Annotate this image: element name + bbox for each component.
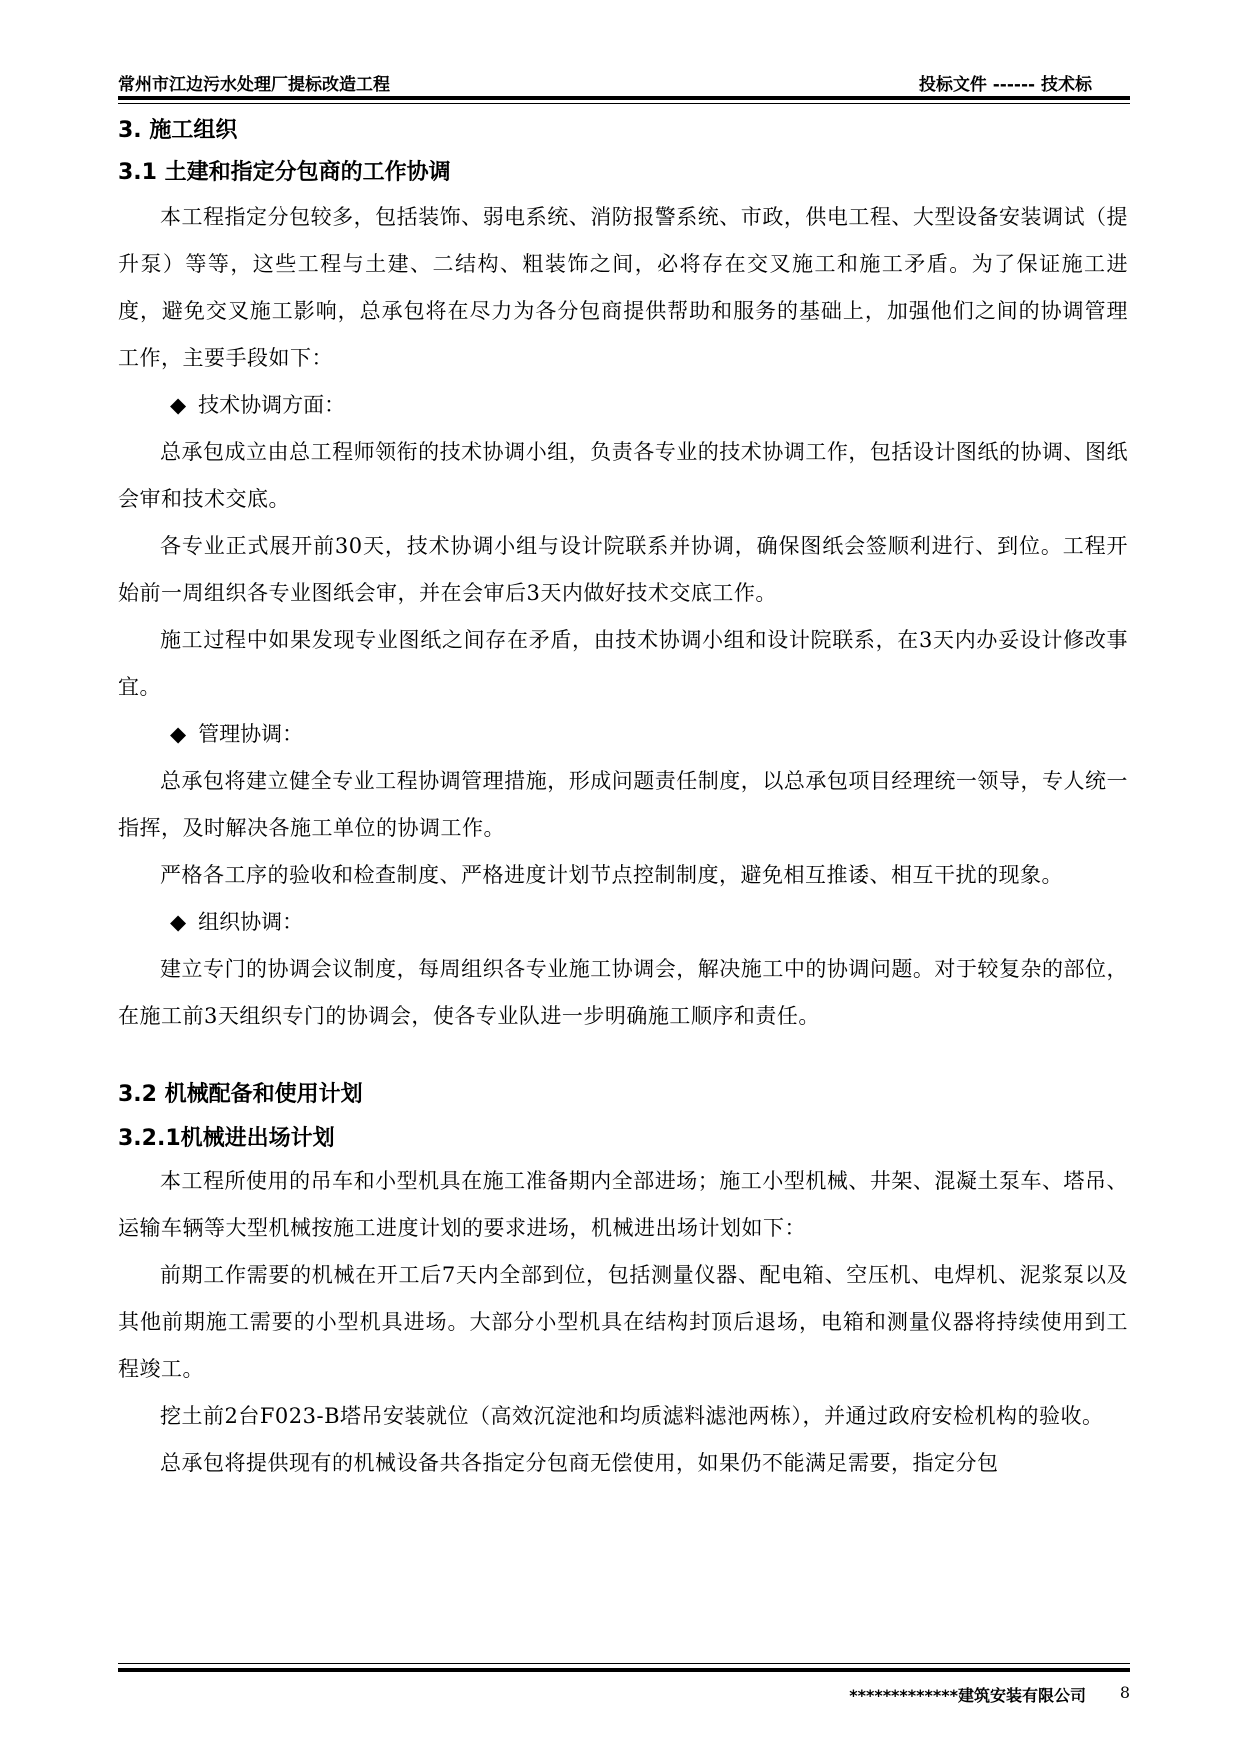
footer-company: *************建筑安装有限公司 — [849, 1686, 1086, 1705]
bullet-label: 技术协调方面： — [198, 393, 346, 417]
bullet-label: 管理协调： — [198, 722, 304, 746]
header-project-title: 常州市江边污水处理厂提标改造工程 — [118, 75, 390, 95]
paragraph: 总承包将提供现有的机械设备共各指定分包商无偿使用，如果仍不能满足需要，指定分包 — [160, 1451, 999, 1475]
paragraph: 挖土前2台F023-B塔吊安装就位（高效沉淀池和均质滤料滤池两栋），并通过政府安检机构的验收。 — [160, 1404, 1104, 1428]
section-3-2-1-heading: 3.2.1机械进出场计划 — [118, 1126, 335, 1151]
paragraph: 前期工作需要的机械在开工后7天内全部到位，包括测量仪器、配电箱、空压机、电焊机、泥浆泵以及其他前期施工需要的小型机具进场。大部分小型机具在结构封顶后退场，电箱和测量仪器将持续使用到工程竣工。 — [118, 1263, 1128, 1381]
bullet-label: 组织协调： — [198, 910, 304, 934]
page-content — [118, 116, 1128, 1487]
header-rule-thin — [118, 103, 1130, 104]
diamond-bullet-icon: ◆ — [170, 722, 187, 746]
page-number: 8 — [1119, 1683, 1130, 1702]
paragraph: 严格各工序的验收和检查制度、严格进度计划节点控制制度，避免相互推诿、相互干扰的现象。 — [160, 863, 1063, 887]
paragraph: 本工程指定分包较多，包括装饰、弱电系统、消防报警系统、市政，供电工程、大型设备安装调试（提升泵）等等，这些工程与土建、二结构、粗装饰之间，必将存在交叉施工和施工矛盾。为了保证施工进度，避免交叉施工影响，总承包将在尽力为各分包商提供帮助和服务的基础上，加强他们之间的协调管理工作，主要手段如下： — [118, 205, 1128, 370]
bullet-item — [118, 899, 1128, 946]
paragraph: 总承包将建立健全专业工程协调管理措施，形成问题责任制度，以总承包项目经理统一领导，专人统一指挥，及时解决各施工单位的协调工作。 — [118, 769, 1128, 840]
bullet-item — [118, 711, 1128, 758]
section-3-1-heading: 3.1 土建和指定分包商的工作协调 — [118, 160, 451, 185]
diamond-bullet-icon: ◆ — [170, 910, 187, 934]
section-3-2-heading: 3.2 机械配备和使用计划 — [118, 1082, 363, 1107]
header-doc-type: 投标文件 ------ 技术标 — [918, 75, 1092, 95]
bullet-item — [118, 382, 1128, 429]
header-rule-thick — [118, 96, 1130, 100]
paragraph: 本工程所使用的吊车和小型机具在施工准备期内全部进场；施工小型机械、井架、混凝土泵车、塔吊、运输车辆等大型机械按施工进度计划的要求进场，机械进出场计划如下： — [118, 1169, 1128, 1240]
paragraph: 总承包成立由总工程师领衔的技术协调小组，负责各专业的技术协调工作，包括设计图纸的协调、图纸会审和技术交底。 — [118, 440, 1128, 511]
section-3-heading: 3. 施工组织 — [118, 118, 238, 143]
paragraph: 施工过程中如果发现专业图纸之间存在矛盾，由技术协调小组和设计院联系，在3天内办妥设计修改事宜。 — [118, 628, 1128, 699]
paragraph: 各专业正式展开前30天，技术协调小组与设计院联系并协调，确保图纸会签顺利进行、到位。工程开始前一周组织各专业图纸会审，并在会审后3天内做好技术交底工作。 — [118, 534, 1128, 605]
footer-rule-thick — [118, 1668, 1130, 1672]
footer-rule-thin — [118, 1663, 1130, 1664]
page-header — [118, 66, 1130, 100]
paragraph: 建立专门的协调会议制度，每周组织各专业施工协调会，解决施工中的协调问题。对于较复杂的部位，在施工前3天组织专门的协调会，使各专业队进一步明确施工顺序和责任。 — [118, 957, 1128, 1028]
diamond-bullet-icon: ◆ — [170, 393, 187, 417]
